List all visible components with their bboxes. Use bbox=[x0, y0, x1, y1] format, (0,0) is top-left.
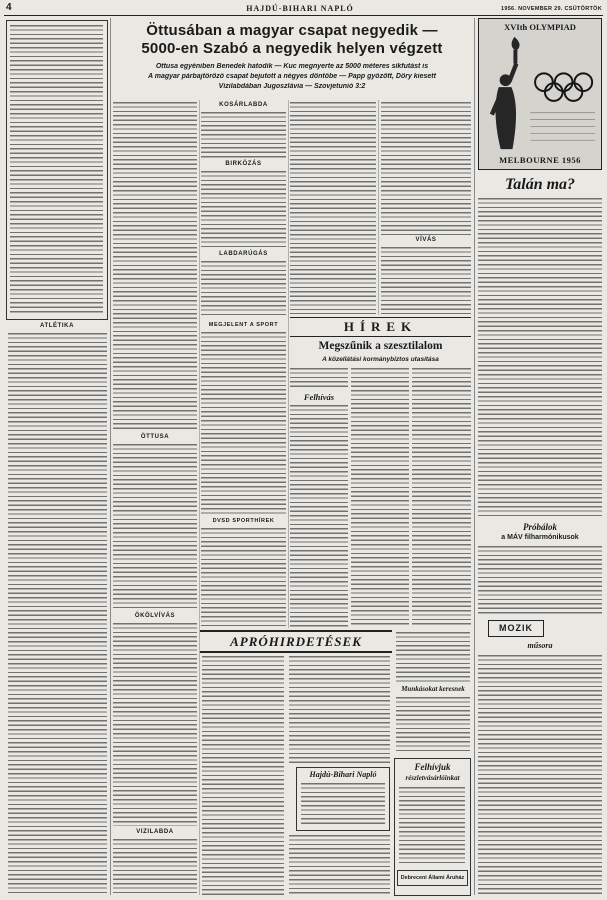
article-text bbox=[201, 112, 286, 158]
article-text bbox=[113, 102, 197, 430]
article-text bbox=[201, 332, 286, 515]
section-heading-dvsd: DVSD SPORTHÍREK bbox=[212, 518, 275, 524]
cinema-box: MOZIK bbox=[488, 620, 544, 637]
column-rule bbox=[199, 100, 200, 895]
article-text bbox=[412, 368, 471, 627]
lead-subhead-2: A magyar párbajtőröző csapat bejutott a négyes döntőbe — Papp győzött, Döry kiesett bbox=[148, 73, 436, 80]
article-text bbox=[201, 261, 286, 318]
olympic-rings bbox=[535, 73, 592, 101]
cinema-subtitle: műsora bbox=[527, 641, 553, 650]
classified-ads bbox=[289, 835, 390, 895]
section-heading-okolvivas: ÖKÖLVÍVÁS bbox=[134, 613, 176, 619]
section-heading-vivas: VÍVÁS bbox=[415, 237, 437, 243]
article-text bbox=[478, 546, 602, 616]
section-heading-kosarlabda: KOSÁRLABDA bbox=[219, 102, 268, 108]
article-text bbox=[113, 839, 197, 895]
section-heading-birkozas: BIRKÓZÁS bbox=[225, 161, 262, 167]
article-text bbox=[113, 444, 197, 610]
olympic-poster-art bbox=[479, 19, 601, 169]
news-subtitle: A közellátási kormánybiztos utasítása bbox=[322, 356, 439, 363]
issue-date: 1956. NOVEMBER 29. CSÜTÖRTÖK bbox=[500, 6, 602, 12]
article-text bbox=[290, 102, 376, 314]
section-heading-labdarugas: LABDARÚGÁS bbox=[219, 251, 268, 257]
news-banner: HÍREK bbox=[290, 317, 471, 337]
article-text bbox=[381, 102, 471, 235]
torch-figure bbox=[490, 37, 520, 149]
advert-text bbox=[399, 787, 465, 865]
article-text bbox=[290, 368, 348, 390]
lead-subhead-3: Vízilabdában Jugoszlávia — Szovjetunió 3:2 bbox=[218, 83, 366, 90]
news-headline: Megszűnik a szesztilalom bbox=[318, 340, 443, 352]
article-text bbox=[478, 198, 602, 519]
lead-headline-line-2: 5000-en Szabó a negyedik helyen végzett bbox=[141, 40, 443, 57]
publisher-info bbox=[301, 783, 385, 825]
section-heading-megjelent: MEGJELENT A SPORT bbox=[208, 322, 279, 328]
poster-top-text: XVIth OLYMPIAD bbox=[504, 22, 576, 32]
workers-wanted-heading: Munkásokat keresnek bbox=[401, 685, 465, 693]
article-text bbox=[396, 697, 470, 754]
section-heading-vizilabda: VIZILABDA bbox=[136, 829, 174, 835]
concert-title-2: a MÁV filharmónikusok bbox=[501, 534, 579, 541]
column-rule bbox=[474, 18, 475, 895]
page-number: 4 bbox=[6, 2, 12, 13]
article-text bbox=[351, 368, 409, 627]
article-text bbox=[381, 247, 471, 314]
classified-ads bbox=[289, 656, 390, 764]
column-rule bbox=[110, 18, 111, 895]
poster-bottom-text: MELBOURNE 1956 bbox=[499, 155, 581, 165]
article-text bbox=[113, 623, 197, 826]
section-heading-atletika: ATLÉTIKA bbox=[39, 323, 75, 329]
advert-line-1: Felhívjuk bbox=[414, 762, 451, 772]
advert-line-2: részletvásárlóinkat bbox=[405, 774, 460, 782]
notice-heading: Felhívás bbox=[303, 392, 335, 402]
article-text bbox=[8, 333, 107, 895]
column-title: Talán ma? bbox=[504, 176, 576, 193]
column-rule bbox=[288, 100, 289, 628]
masthead-rule bbox=[4, 15, 603, 16]
lead-subhead-1: Öttusa egyéniben Benedek hatodik — Kuc megnyerte az 5000 méteres síkfutást is bbox=[155, 63, 429, 70]
article-text bbox=[396, 632, 470, 682]
olympic-poster bbox=[478, 18, 602, 170]
column-rule bbox=[378, 100, 379, 315]
newspaper-title: HAJDÚ-BIHARI NAPLÓ bbox=[246, 4, 354, 13]
poster-shading bbox=[530, 113, 595, 141]
store-name: Debreceni Állami Áruház bbox=[397, 870, 468, 886]
article-text bbox=[201, 171, 286, 248]
publisher-box-title: Hajdú-Bihari Napló bbox=[309, 770, 377, 779]
concert-title-1: Próbálok bbox=[522, 522, 557, 532]
article-text bbox=[10, 25, 103, 315]
cinema-listings bbox=[478, 655, 602, 895]
classified-ads bbox=[202, 656, 284, 895]
lead-headline-line-1: Öttusában a magyar csapat negyedik — bbox=[146, 22, 438, 39]
classifieds-banner: APRÓHIRDETÉSEK bbox=[200, 630, 392, 653]
article-text bbox=[201, 528, 286, 626]
article-text bbox=[290, 405, 348, 627]
section-heading-ottusa: ÖTTUSA bbox=[140, 434, 170, 440]
